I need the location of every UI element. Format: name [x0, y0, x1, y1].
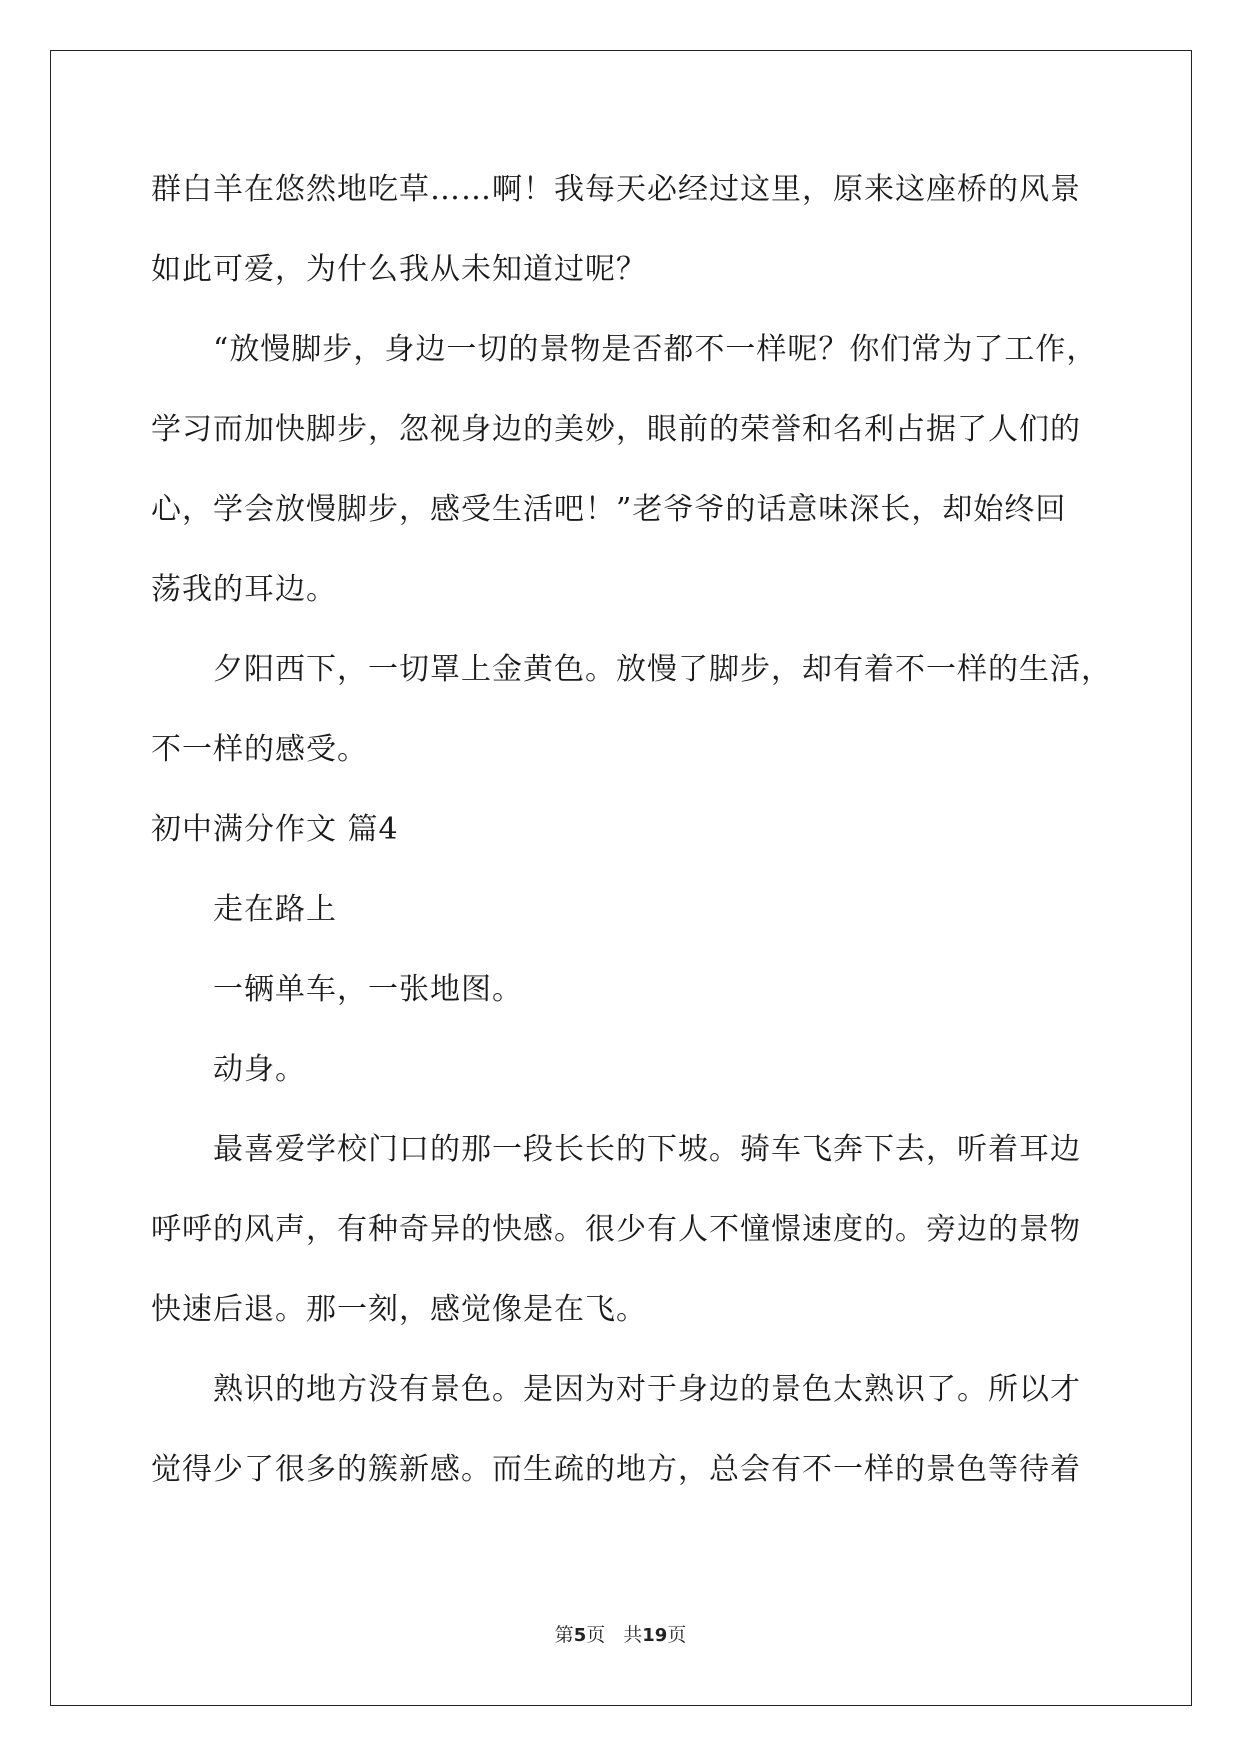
text-line: 熟识的地方没有景色。是因为对于身边的景色太熟识了。所以才 [213, 1372, 1081, 1407]
text-line: 最喜爱学校门口的那一段长长的下坡。骑车飞奔下去，听着耳边 [213, 1132, 1081, 1167]
page-footer [0, 1622, 1241, 1649]
text-line: 动身。 [213, 1052, 306, 1087]
text-line: 群白羊在悠然地吃草……啊！我每天必经过这里，原来这座桥的风景 [151, 172, 1081, 207]
page-suffix: 页 [586, 1624, 606, 1646]
page-prefix: 第 [554, 1624, 574, 1646]
text-line: 不一样的感受。 [151, 732, 368, 767]
text-line: 一辆单车，一张地图。 [213, 972, 523, 1007]
text-line: 荡我的耳边。 [151, 572, 337, 607]
text-line: “放慢脚步，身边一切的景物是否都不一样呢？你们常为了工作， [213, 332, 1098, 367]
section-heading: 初中满分作文 篇4 [151, 812, 399, 847]
total-pages: 19 [642, 1625, 668, 1646]
text-line: 夕阳西下，一切罩上金黄色。放慢了脚步，却有着不一样的生活， [213, 652, 1112, 687]
text-line: 心，学会放慢脚步，感受生活吧！”老爷爷的话意味深长，却始终回 [151, 492, 1067, 527]
total-prefix: 共 [623, 1624, 643, 1646]
text-line: 呼呼的风声，有种奇异的快感。很少有人不憧憬速度的。旁边的景物 [151, 1212, 1081, 1247]
text-line: 快速后退。那一刻，感觉像是在飞。 [151, 1292, 647, 1327]
text-line: 学习而加快脚步，忽视身边的美妙，眼前的荣誉和名利占据了人们的 [151, 412, 1081, 447]
page-number: 5 [573, 1625, 587, 1646]
essay-title: 走在路上 [213, 892, 337, 927]
document-body [151, 150, 1112, 1510]
text-line: 觉得少了很多的簇新感。而生疏的地方，总会有不一样的景色等待着 [151, 1452, 1081, 1487]
total-suffix: 页 [667, 1624, 687, 1646]
text-line: 如此可爱，为什么我从未知道过呢？ [151, 252, 647, 287]
